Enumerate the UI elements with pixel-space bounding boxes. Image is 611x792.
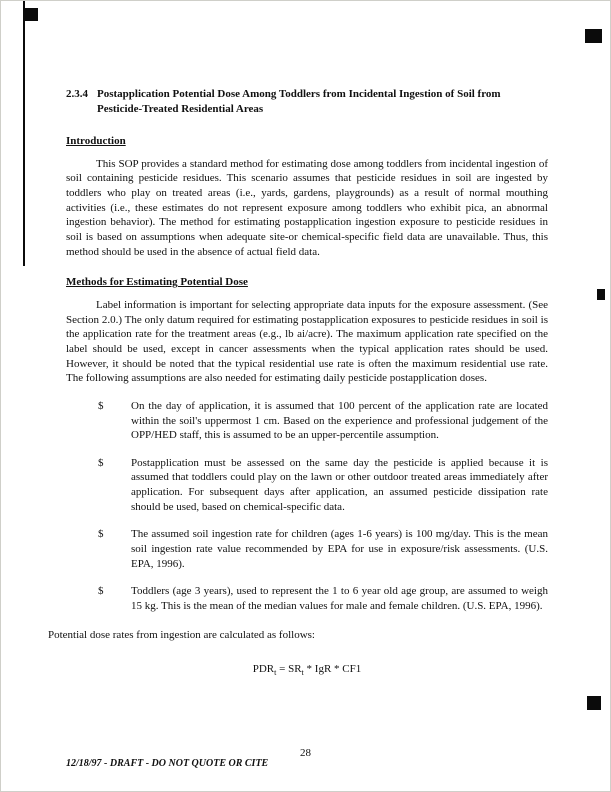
closing-text: Potential dose rates from ingestion are calculated as follows: (48, 629, 315, 642)
section-title-methods: Methods for Estimating Potential Dose (66, 276, 248, 289)
bullet-marker: $ (98, 399, 104, 412)
footer-page-number: 28 (300, 747, 311, 759)
formula-base-pdr: PDR (252, 663, 275, 676)
bullet-marker: $ (98, 528, 104, 541)
scan-artifact-right-middle (597, 289, 605, 300)
section-heading-number: 2.3.4 (66, 88, 88, 100)
section-heading (66, 87, 548, 118)
dose-formula (66, 663, 548, 677)
formula-equals-sr: = SR (276, 663, 302, 676)
scan-artifact-top-right (585, 29, 602, 43)
assumption-list (66, 399, 548, 614)
section-title-introduction: Introduction (66, 134, 126, 147)
formula-rest: * IgR * CF1 (303, 663, 362, 676)
bullet-text: Toddlers (age 3 years), used to represent the 1 to 6 year old age group, are assumed to weigh 15 kg. This is the mean of the median values for male and female children. (U.S. EPA, 1996). (131, 585, 548, 612)
formula-subscript-t: t (274, 668, 277, 678)
scan-artifact-top-left (25, 8, 38, 21)
page-content (48, 87, 548, 678)
list-item (66, 527, 548, 571)
formula-subscript-t: t (301, 668, 304, 678)
bullet-marker: $ (98, 456, 104, 469)
list-item (66, 584, 548, 613)
intro-paragraph: This SOP provides a standard method for estimating dose among toddlers from incidental ingestion of soil containing pesticide residues. This scenario assumes that pesticide residues in soil are ingested by toddlers who play on treated areas (i.e., yards, gardens, playgrounds) as a result of normal mouthing activities (i.e., these estimates do not represent exposure among toddlers who exhibit pica, an abnormal ingestion behavior). The method for estimating postapplication ingestion exposure to pesticide residues in soil is based on assumptions when adequate site-or chemical-specific field data are unavailable. Thus, this method should be used in the absence of actual field data. (66, 157, 548, 258)
methods-paragraph: Label information is important for selecting appropriate data inputs for the exposure assessment. (See Section 2.0.) The only datum required for estimating postapplication exposures to pesticide residues in soil is the application rate for the treatment areas (e.g., lb ai/acre). The maximum application rate specified on the label should be used, except in cancer assessments when the typical application rates should be used. However, it should be noted that the typical residential use rate is often the maximum residential use rate. The following assumptions are also needed for estimating daily pesticide postapplication doses. (66, 299, 548, 385)
list-item (66, 399, 548, 443)
scan-artifact-bottom-right (587, 696, 601, 710)
footer-draft-notice: 12/18/97 - DRAFT - DO NOT QUOTE OR CITE (66, 758, 269, 769)
scan-artifact-left-line (23, 1, 25, 266)
bullet-marker: $ (98, 585, 104, 598)
bullet-text: Postapplication must be assessed on the same day the pesticide is applied because it is assumed that toddlers could play on the lawn or other outdoor treated areas immediately after application. For subsequent days after application, an assumed pesticide dissipation rate should be used, based on chemical-specific data. (131, 456, 548, 513)
bullet-text: The assumed soil ingestion rate for children (ages 1-6 years) is 100 mg/day. This is the mean soil ingestion rate value recommended by EPA for use in exposure/risk assessments. (U.S. EPA, 1996). (131, 528, 548, 570)
bullet-text: On the day of application, it is assumed that 100 percent of the application rate are located within the soil's uppermost 1 cm. Based on the experience and professional judgement of the OPP/HED staff, this is assumed to be an upper-percentile assumption. (131, 399, 548, 442)
section-heading-title: Postapplication Potential Dose Among Toddlers from Incidental Ingestion of Soil from Pesticide-Treated Residential Areas (97, 88, 501, 116)
list-item (66, 456, 548, 515)
